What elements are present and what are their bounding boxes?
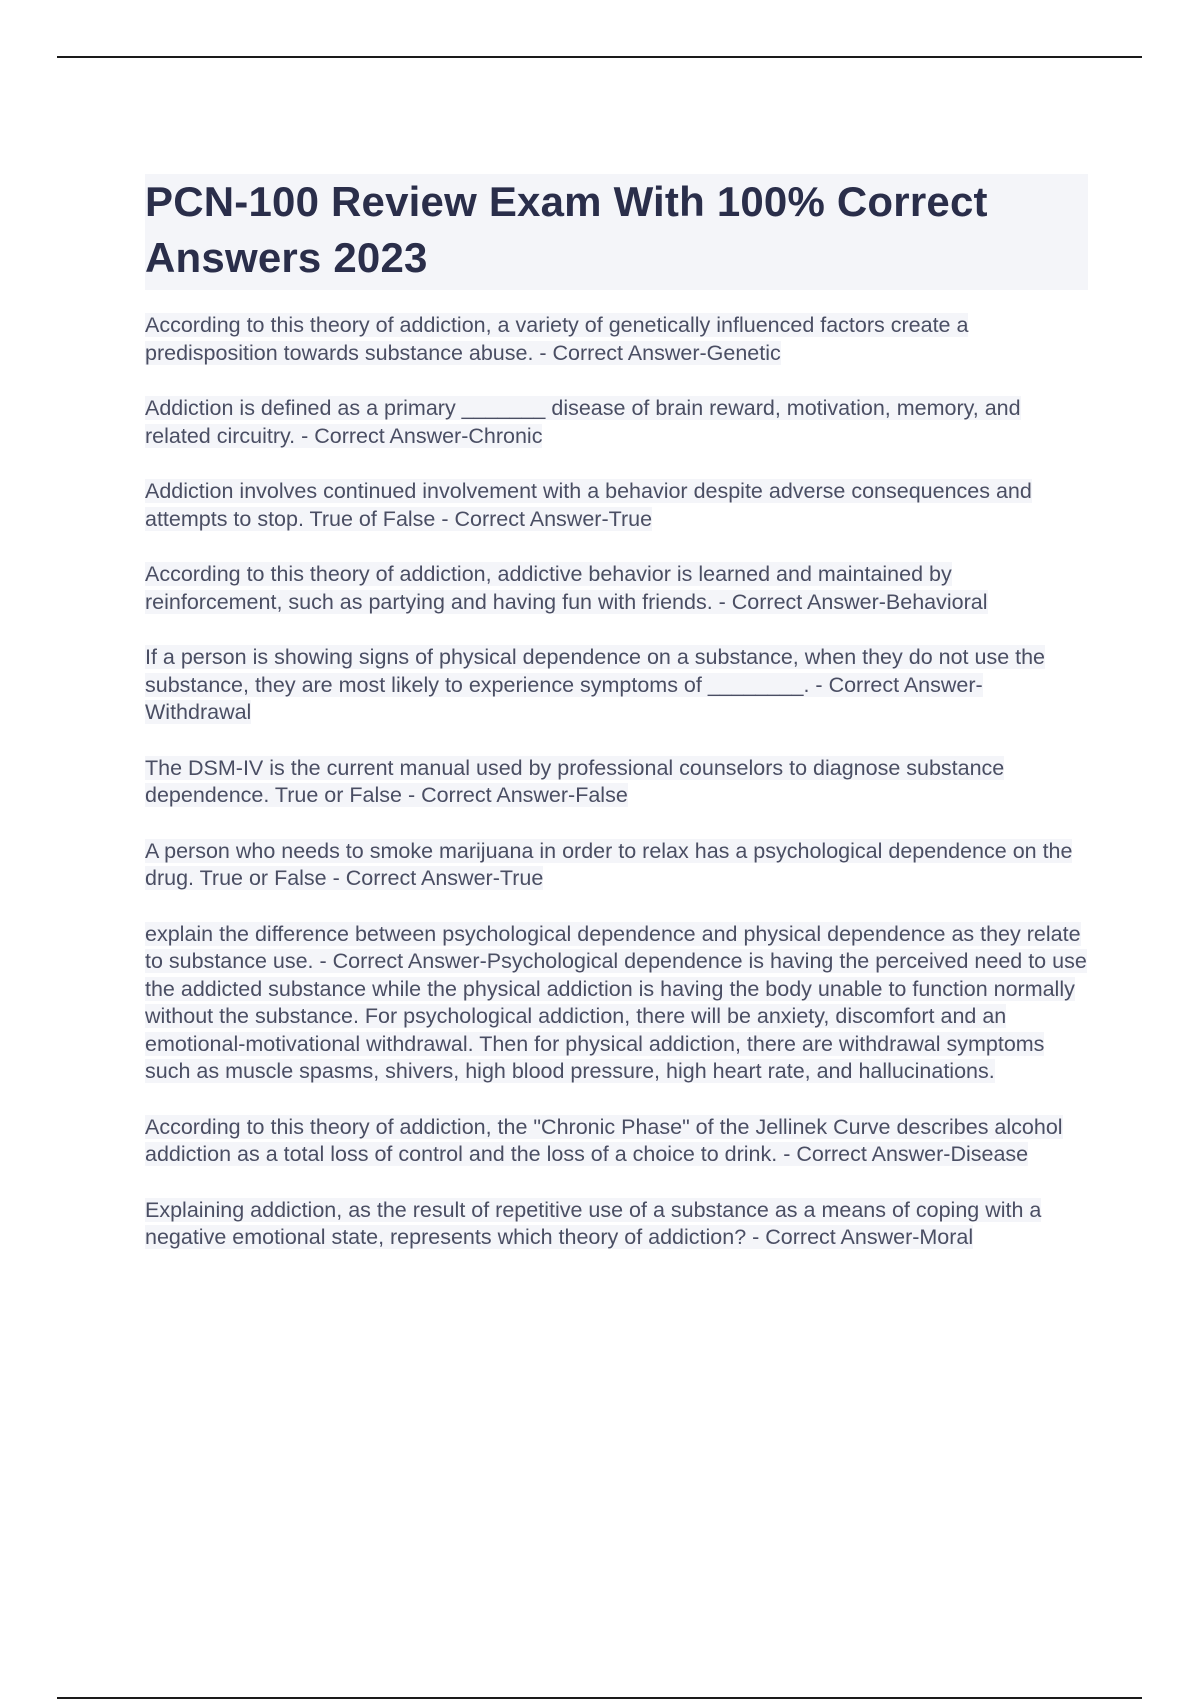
question-answer-item bbox=[145, 478, 1088, 533]
question-answer-text: According to this theory of addiction, the "Chronic Phase" of the Jellinek Curve describes alcohol addiction as a total loss of control and the loss of a choice to drink. - Correct Answer-Disease bbox=[145, 1114, 1063, 1166]
question-answer-text: According to this theory of addiction, a variety of genetically influenced factors create a predisposition towards substance abuse. - Correct Answer-Genetic bbox=[145, 313, 969, 365]
question-answer-text: explain the difference between psychological dependence and physical dependence as they relate to substance use. - Correct Answer-Psychological dependence is having the perceived need to use the addicted substance while the physical addiction is having the body unable to function normally without the substance. For psychological addiction, there will be anxiety, discomfort and an emotional-motivational withdrawal. Then for physical addiction, there are withdrawal symptoms such as muscle spasms, shivers, high blood pressure, high heart rate, and hallucinations. bbox=[145, 921, 1087, 1083]
question-answer-item bbox=[145, 561, 1088, 616]
question-answer-list bbox=[145, 312, 1088, 1252]
question-answer-text: Addiction is defined as a primary _______ disease of brain reward, motivation, memory, and related circuitry. - Correct Answer-Chronic bbox=[145, 396, 1021, 448]
question-answer-item bbox=[145, 755, 1088, 810]
question-answer-text: Addiction involves continued involvement with a behavior despite adverse consequences and attempts to stop. True of False - Correct Answer-True bbox=[145, 479, 1032, 531]
question-answer-text: If a person is showing signs of physical dependence on a substance, when they do not use the substance, they are most likely to experience symptoms of ________. - Correct Answer-Withdrawal bbox=[145, 645, 1046, 724]
question-answer-item bbox=[145, 838, 1088, 893]
question-answer-text: According to this theory of addiction, addictive behavior is learned and maintained by reinforcement, such as partying and having fun with friends. - Correct Answer-Behavioral bbox=[145, 562, 988, 614]
question-answer-item bbox=[145, 921, 1088, 1086]
document-title: PCN-100 Review Exam With 100% Correct Answers 2023 bbox=[145, 178, 988, 281]
document-page bbox=[145, 174, 1088, 1280]
question-answer-text: A person who needs to smoke marijuana in order to relax has a psychological dependence on the drug. True or False - Correct Answer-True bbox=[145, 838, 1073, 890]
bottom-rule bbox=[57, 1697, 1142, 1699]
question-answer-item bbox=[145, 1114, 1088, 1169]
question-answer-item bbox=[145, 312, 1088, 367]
question-answer-item bbox=[145, 395, 1088, 450]
question-answer-text: Explaining addiction, as the result of repetitive use of a substance as a means of coping with a negative emotional state, represents which theory of addiction? - Correct Answer-Moral bbox=[145, 1197, 1042, 1249]
question-answer-item bbox=[145, 1197, 1088, 1252]
top-rule bbox=[57, 56, 1142, 58]
question-answer-item bbox=[145, 644, 1088, 727]
title-block bbox=[145, 174, 1088, 290]
question-answer-text: The DSM-IV is the current manual used by professional counselors to diagnose substance dependence. True or False - Correct Answer-False bbox=[145, 755, 1005, 807]
